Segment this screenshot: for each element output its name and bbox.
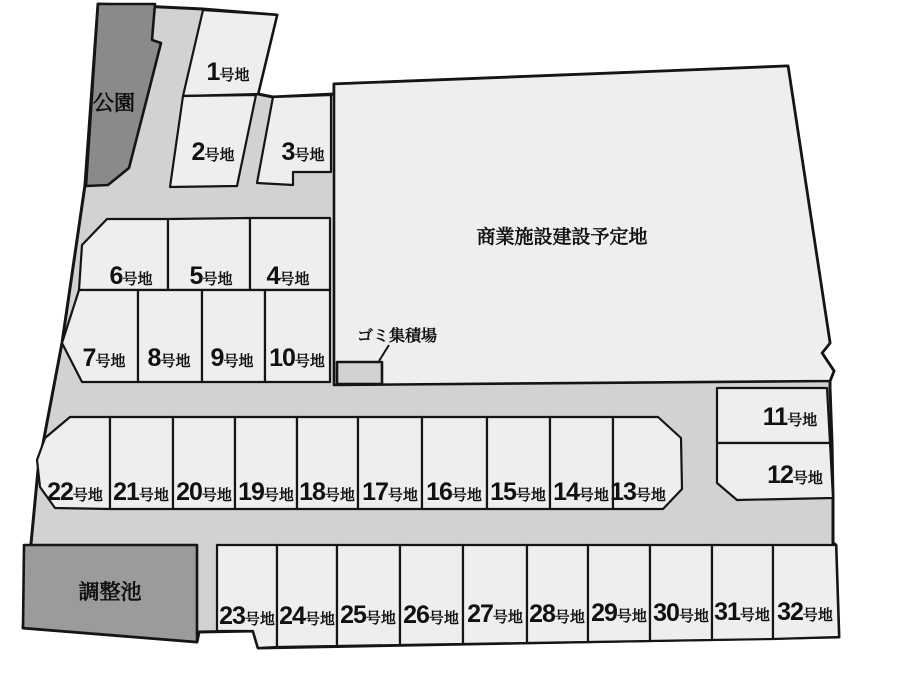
lot-30[interactable] <box>650 545 712 641</box>
lot-10[interactable] <box>265 290 330 382</box>
lot-20[interactable] <box>173 417 235 509</box>
lot-27[interactable] <box>463 545 527 644</box>
lot-suffix: 号地 <box>792 470 823 487</box>
lot-suffix: 号地 <box>324 487 355 504</box>
lot-suffix: 号地 <box>294 147 325 164</box>
lot-shape[interactable] <box>400 545 463 645</box>
lot-number: 13 <box>610 478 636 506</box>
lot-number: 21 <box>113 478 139 506</box>
lot-suffix: 号地 <box>554 609 585 626</box>
lot-shape[interactable] <box>527 545 588 643</box>
lot-8[interactable] <box>138 290 202 382</box>
lot-suffix: 号地 <box>515 487 546 504</box>
lot-12[interactable] <box>717 443 833 500</box>
lot-number: 31 <box>714 598 740 626</box>
lot-number: 29 <box>591 599 617 627</box>
lot-shape[interactable] <box>337 545 400 646</box>
retention-pond-label: 調整池 <box>78 581 142 604</box>
lot-number: 16 <box>426 478 452 506</box>
lot-number: 3 <box>281 138 295 166</box>
lot-number: 6 <box>109 262 123 290</box>
lot-number: 7 <box>82 344 96 372</box>
lot-15[interactable] <box>487 417 550 509</box>
lot-suffix: 号地 <box>304 611 335 628</box>
lot-suffix: 号地 <box>160 353 191 370</box>
lot-suffix: 号地 <box>244 611 275 628</box>
lot-number: 15 <box>490 478 516 506</box>
lot-16[interactable] <box>422 417 487 509</box>
lot-suffix: 号地 <box>72 487 103 504</box>
lot-number: 9 <box>210 344 224 372</box>
lot-4[interactable] <box>250 218 330 290</box>
lot-21[interactable] <box>110 417 173 509</box>
lot-11[interactable] <box>717 388 830 443</box>
lot-25[interactable] <box>337 545 400 646</box>
lot-suffix: 号地 <box>451 487 482 504</box>
lot-18[interactable] <box>297 417 358 509</box>
lot-suffix: 号地 <box>204 147 235 164</box>
lot-number: 2 <box>191 138 205 166</box>
lot-shape[interactable] <box>588 545 650 642</box>
lot-32[interactable] <box>773 545 839 639</box>
lot-suffix: 号地 <box>201 487 232 504</box>
lot-number: 26 <box>403 601 429 629</box>
lot-suffix: 号地 <box>95 353 126 370</box>
lot-suffix: 号地 <box>219 67 250 84</box>
lot-29[interactable] <box>588 545 650 642</box>
commercial-label: 商業施設建設予定地 <box>476 227 648 248</box>
lot-number: 30 <box>653 599 679 627</box>
lot-number: 23 <box>219 602 245 630</box>
lot-suffix: 号地 <box>223 353 254 370</box>
lot-number: 11 <box>762 403 788 431</box>
lot-suffix: 号地 <box>492 609 523 626</box>
lot-suffix: 号地 <box>428 610 459 627</box>
lot-17[interactable] <box>358 417 422 509</box>
retention-pond <box>23 545 197 642</box>
lot-5[interactable] <box>168 218 250 290</box>
lot-suffix: 号地 <box>635 487 666 504</box>
lot-suffix: 号地 <box>387 487 418 504</box>
lot-suffix: 号地 <box>365 610 396 627</box>
lot-suffix: 号地 <box>122 271 153 288</box>
garbage-station-label: ゴミ集積場 <box>356 328 438 345</box>
lot-28[interactable] <box>527 545 588 643</box>
lot-number: 20 <box>176 478 202 506</box>
lot-number: 1 <box>206 58 220 86</box>
lot-number: 8 <box>147 344 161 372</box>
lot-suffix: 号地 <box>787 412 818 429</box>
lot-suffix: 号地 <box>578 487 609 504</box>
park-label: 公園 <box>93 92 135 115</box>
lot-suffix: 号地 <box>202 271 233 288</box>
lot-26[interactable] <box>400 545 463 645</box>
lot-shape[interactable] <box>463 545 527 644</box>
lot-suffix: 号地 <box>678 608 709 625</box>
lot-number: 14 <box>553 478 579 506</box>
lot-suffix: 号地 <box>802 607 833 624</box>
lot-13[interactable] <box>610 417 682 509</box>
lot-14[interactable] <box>550 417 613 509</box>
lot-number: 22 <box>47 478 73 506</box>
lot-number: 17 <box>362 478 388 506</box>
lot-number: 12 <box>767 461 793 489</box>
lot-suffix: 号地 <box>616 608 647 625</box>
lot-suffix: 号地 <box>138 487 169 504</box>
lot-shape[interactable] <box>277 545 337 647</box>
lot-suffix: 号地 <box>263 487 294 504</box>
lot-number: 10 <box>269 344 295 372</box>
lot-number: 5 <box>189 262 203 290</box>
lot-number: 27 <box>467 600 493 628</box>
lot-9[interactable] <box>202 290 265 382</box>
lot-19[interactable] <box>235 417 297 509</box>
lot-24[interactable] <box>277 545 337 647</box>
lot-suffix: 号地 <box>739 607 770 624</box>
lot-number: 28 <box>529 600 555 628</box>
lot-number: 4 <box>266 262 280 290</box>
lot-number: 19 <box>238 478 264 506</box>
lot-31[interactable] <box>712 545 773 640</box>
lot-suffix: 号地 <box>279 271 310 288</box>
lot-number: 32 <box>777 598 803 626</box>
lot-number: 25 <box>340 601 366 629</box>
garbage-station-shape <box>337 362 382 384</box>
lot-suffix: 号地 <box>294 353 325 370</box>
lot-number: 24 <box>279 602 305 630</box>
lot-number: 18 <box>299 478 325 506</box>
